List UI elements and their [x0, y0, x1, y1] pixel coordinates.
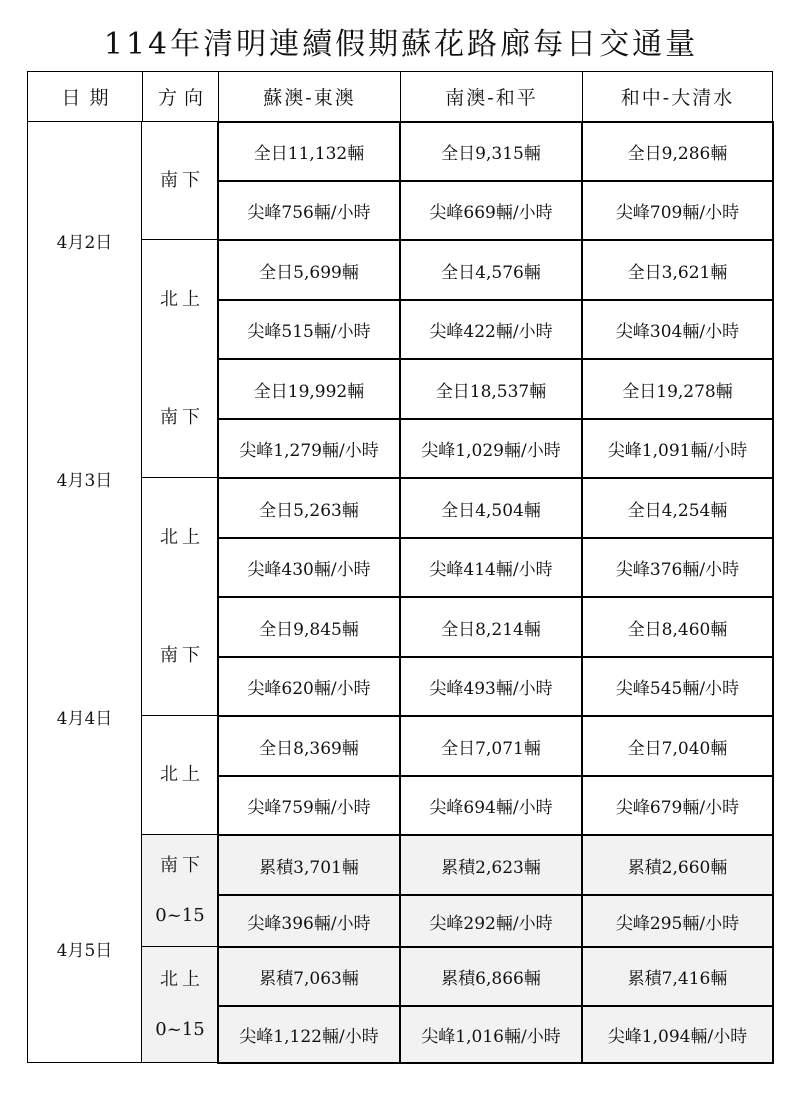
peak-hour-cell: 尖峰292輛/小時 [400, 895, 582, 947]
cumulative-total-cell: 累積7,416輛 [582, 947, 773, 1006]
date-label-apr-4: 4月4日 [56, 708, 113, 729]
traffic-volume-grid [218, 122, 773, 1063]
direction-label: 南下 [160, 645, 204, 666]
date-label-apr-2: 4月2日 [56, 233, 113, 253]
daily-total-cell: 全日9,286輛 [582, 122, 773, 181]
header-date-label: 日期 [61, 87, 118, 109]
time-range-label: 0~15 [155, 1018, 205, 1040]
peak-hour-cell: 尖峰376輛/小時 [582, 538, 773, 597]
peak-hour-cell: 尖峰1,091輛/小時 [582, 419, 773, 478]
date-label-apr-3: 4月3日 [56, 470, 113, 491]
daily-total-cell: 全日8,214輛 [400, 597, 582, 657]
direction-cell-apr-2-northbound [142, 240, 218, 359]
daily-total-cell: 全日4,576輛 [400, 240, 582, 300]
daily-total-cell: 全日19,992輛 [218, 359, 400, 419]
peak-hour-cell: 尖峰756輛/小時 [218, 181, 400, 240]
direction-label: 北上 [160, 764, 204, 785]
direction-column [142, 122, 218, 1063]
direction-cell-apr-3-southbound [142, 359, 218, 478]
header-direction-label: 方向 [157, 87, 210, 109]
peak-hour-cell: 尖峰515輛/小時 [218, 300, 400, 359]
peak-hour-cell: 尖峰414輛/小時 [400, 538, 582, 597]
direction-cell-apr-4-southbound [142, 597, 218, 716]
direction-cell-apr-4-northbound [142, 716, 218, 835]
daily-total-cell: 全日7,071輛 [400, 716, 582, 776]
peak-hour-cell: 尖峰295輛/小時 [582, 895, 773, 947]
peak-hour-cell: 尖峰396輛/小時 [218, 895, 400, 947]
cumulative-total-cell: 累積3,701輛 [218, 835, 400, 895]
daily-total-cell: 全日8,369輛 [218, 716, 400, 776]
peak-hour-cell: 尖峰620輛/小時 [218, 657, 400, 716]
peak-hour-cell: 尖峰669輛/小時 [400, 181, 582, 240]
peak-hour-cell: 尖峰1,029輛/小時 [400, 419, 582, 478]
direction-label: 南下 [160, 407, 204, 428]
direction-label: 北上 [160, 968, 204, 990]
daily-total-cell: 全日3,621輛 [582, 240, 773, 300]
direction-label: 南下 [160, 169, 204, 191]
document-title: 114年清明連續假期蘇花路廊每日交通量 [103, 27, 699, 62]
peak-hour-cell: 尖峰1,122輛/小時 [218, 1006, 400, 1063]
header-section-hezhong-daqingshui: 和中-大清水 [582, 71, 773, 122]
daily-total-cell: 全日18,537輛 [400, 359, 582, 419]
direction-cell-apr-5-northbound [142, 947, 218, 1062]
daily-total-cell: 全日11,132輛 [218, 122, 400, 181]
peak-hour-cell: 尖峰1,094輛/小時 [582, 1006, 773, 1063]
peak-hour-cell: 尖峰694輛/小時 [400, 776, 582, 835]
daily-total-cell: 全日7,040輛 [582, 716, 773, 776]
peak-hour-cell: 尖峰545輛/小時 [582, 657, 773, 716]
peak-hour-cell: 尖峰1,016輛/小時 [400, 1006, 582, 1063]
peak-hour-cell: 尖峰430輛/小時 [218, 538, 400, 597]
direction-cell-apr-5-southbound [142, 835, 218, 947]
time-range-label: 0~15 [155, 904, 205, 926]
header-direction-cell [142, 71, 218, 122]
date-column [27, 122, 142, 1063]
daily-total-cell: 全日19,278輛 [582, 359, 773, 419]
daily-total-cell: 全日4,504輛 [400, 478, 582, 538]
direction-cell-apr-2-southbound [142, 122, 218, 240]
date-label-apr-5: 4月5日 [56, 941, 113, 961]
direction-label: 北上 [160, 288, 204, 310]
daily-total-cell: 全日8,460輛 [582, 597, 773, 657]
cumulative-total-cell: 累積2,623輛 [400, 835, 582, 895]
daily-total-cell: 全日9,315輛 [400, 122, 582, 181]
daily-total-cell: 全日5,263輛 [218, 478, 400, 538]
header-date-cell [27, 71, 142, 122]
peak-hour-cell: 尖峰493輛/小時 [400, 657, 582, 716]
cumulative-total-cell: 累積2,660輛 [582, 835, 773, 895]
direction-label: 南下 [160, 854, 204, 876]
peak-hour-cell: 尖峰709輛/小時 [582, 181, 773, 240]
peak-hour-cell: 尖峰422輛/小時 [400, 300, 582, 359]
cumulative-total-cell: 累積7,063輛 [218, 947, 400, 1006]
peak-hour-cell: 尖峰1,279輛/小時 [218, 419, 400, 478]
header-section-suao-dongao: 蘇澳-東澳 [218, 71, 400, 122]
direction-cell-apr-3-northbound [142, 478, 218, 597]
peak-hour-cell: 尖峰759輛/小時 [218, 776, 400, 835]
peak-hour-cell: 尖峰679輛/小時 [582, 776, 773, 835]
header-section-nanao-heping: 南澳-和平 [400, 71, 582, 122]
peak-hour-cell: 尖峰304輛/小時 [582, 300, 773, 359]
cumulative-total-cell: 累積6,866輛 [400, 947, 582, 1006]
daily-total-cell: 全日4,254輛 [582, 478, 773, 538]
direction-label: 北上 [160, 526, 204, 548]
daily-total-cell: 全日5,699輛 [218, 240, 400, 300]
daily-total-cell: 全日9,845輛 [218, 597, 400, 657]
